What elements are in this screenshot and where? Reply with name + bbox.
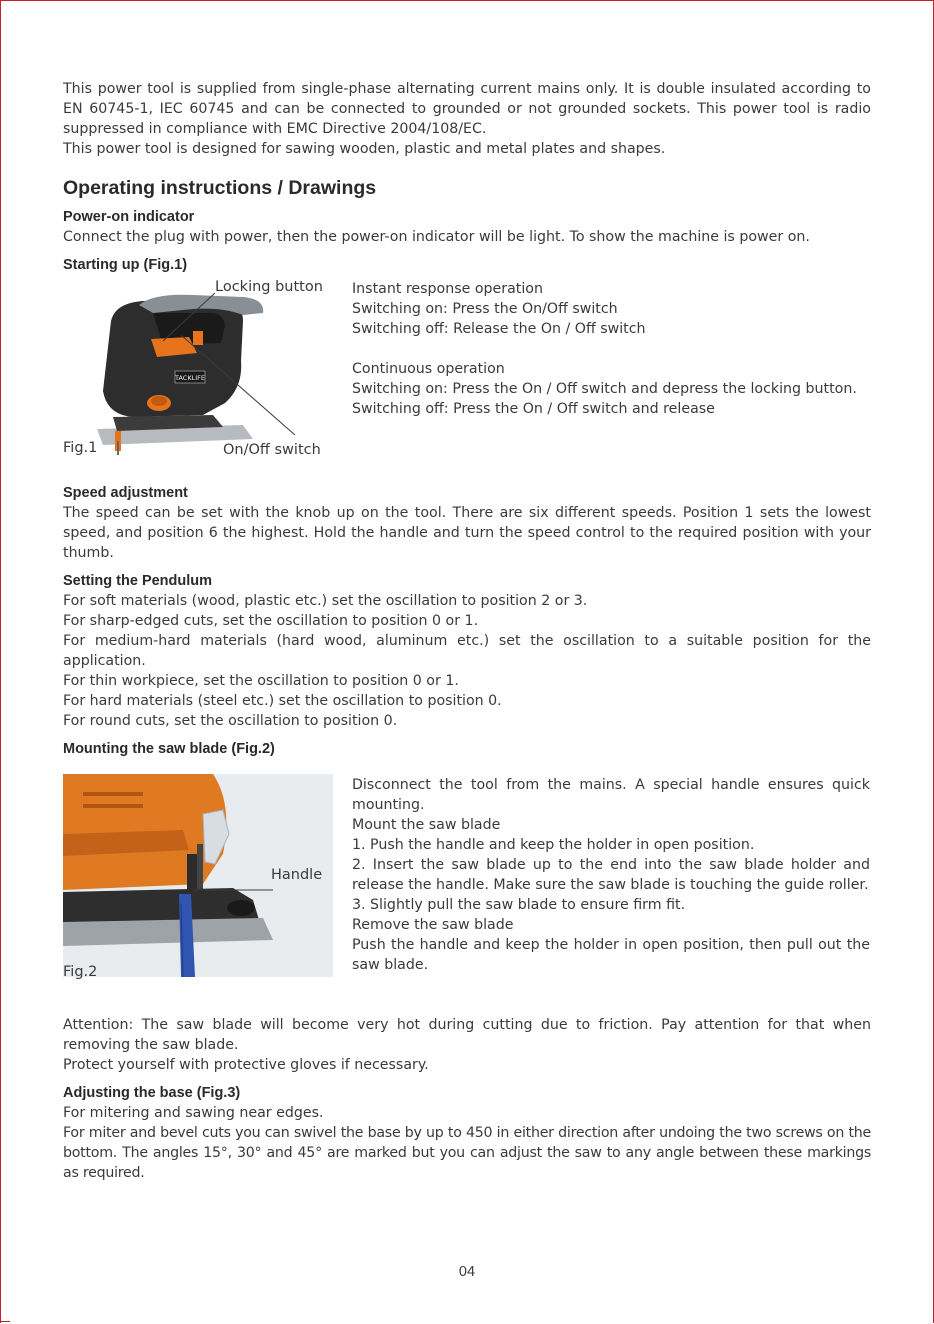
mounting-heading: Mounting the saw blade (Fig.2) bbox=[63, 741, 275, 757]
starting-up-heading: Starting up (Fig.1) bbox=[63, 257, 188, 273]
mounting-line: 1. Push the handle and keep the holder in open position. bbox=[352, 837, 755, 853]
instruction-line: Continuous operation bbox=[352, 361, 505, 377]
instruction-line: Switching off: Press the On / Off switch and release bbox=[352, 401, 715, 417]
attention-paragraph-1: Attention: The saw blade will become very hot during cutting due to friction. Pay attention for that when removing the saw blade. bbox=[63, 1017, 871, 1053]
fig1-row bbox=[63, 275, 871, 461]
intro-paragraph-1: This power tool is supplied from single-phase alternating current mains only. It is double insulated according to EN 60745-1, IEC 60745 and can be connected to grounded or not grounded sockets. This power tool is radio suppressed in compliance with EMC Directive 2004/108/EC. bbox=[63, 81, 871, 137]
fig2-instructions bbox=[352, 759, 870, 995]
mounting-line: Push the handle and keep the holder in open position, then pull out the saw blade. bbox=[352, 937, 870, 973]
base-paragraph-1: For mitering and sawing near edges. bbox=[63, 1105, 324, 1121]
blank-line bbox=[352, 339, 857, 359]
fig1-callout-lines bbox=[63, 275, 352, 461]
pendulum-line: For round cuts, set the oscillation to position 0. bbox=[63, 713, 398, 729]
pendulum-heading: Setting the Pendulum bbox=[63, 573, 213, 589]
section-title: Operating instructions / Drawings bbox=[63, 177, 377, 199]
pendulum-line: For hard materials (steel etc.) set the oscillation to position 0. bbox=[63, 693, 502, 709]
pendulum-line: For soft materials (wood, plastic etc.) set the oscillation to position 2 or 3. bbox=[63, 593, 588, 609]
base-paragraph-2: For miter and bevel cuts you can swivel the base by up to 450 in either direction after undoing the two screws on the bottom. The angles 15°, 30° and 45° are marked but you can adjust the saw to any angle between these markings as required. bbox=[63, 1125, 871, 1181]
intro-paragraph-2: This power tool is designed for sawing wooden, plastic and metal plates and shapes. bbox=[63, 141, 666, 157]
mounting-line: 2. Insert the saw blade up to the end into the saw blade holder and release the handle. Make sure the saw blade is touching the guide roller. bbox=[352, 857, 870, 893]
speed-text: The speed can be set with the knob up on the tool. There are six different speeds. Position 1 sets the lowest speed, and position 6 the highest. Hold the handle and turn the speed control to the required position with your thumb. bbox=[63, 505, 871, 561]
page-border-corner bbox=[0, 1321, 10, 1322]
page-content bbox=[63, 79, 871, 1183]
instruction-line: Instant response operation bbox=[352, 281, 543, 297]
mounting-line: Disconnect the tool from the mains. A special handle ensures quick mounting. bbox=[352, 777, 870, 813]
fig1-instructions bbox=[352, 275, 857, 461]
fig2-row bbox=[63, 759, 871, 995]
fig1-label: Fig.1 bbox=[63, 440, 98, 456]
pendulum-line: For medium-hard materials (hard wood, aluminum etc.) set the oscillation to a suitable position for the application. bbox=[63, 633, 871, 669]
page-number: 04 bbox=[458, 1264, 476, 1280]
mounting-line: 3. Slightly pull the saw blade to ensure firm fit. bbox=[352, 897, 686, 913]
power-on-heading: Power-on indicator bbox=[63, 209, 195, 225]
brand-label: TACKLIFE bbox=[175, 374, 205, 382]
instruction-line: Switching on: Press the On / Off switch and depress the locking button. bbox=[352, 381, 857, 397]
mounting-line: Remove the saw blade bbox=[352, 917, 514, 933]
speed-heading: Speed adjustment bbox=[63, 485, 188, 501]
base-heading: Adjusting the base (Fig.3) bbox=[63, 1085, 241, 1101]
mounting-line: Mount the saw blade bbox=[352, 817, 501, 833]
instruction-line: Switching on: Press the On/Off switch bbox=[352, 301, 618, 317]
pendulum-line: For sharp-edged cuts, set the oscillation to position 0 or 1. bbox=[63, 613, 479, 629]
attention-paragraph-2: Protect yourself with protective gloves if necessary. bbox=[63, 1057, 429, 1073]
power-on-text: Connect the plug with power, then the power-on indicator will be light. To show the machine is power on. bbox=[63, 229, 810, 245]
callout-locking-button: Locking button bbox=[215, 279, 323, 295]
callout-onoff-switch: On/Off switch bbox=[223, 442, 321, 458]
fig2-label: Fig.2 bbox=[63, 964, 98, 980]
callout-handle: Handle bbox=[271, 867, 323, 883]
instruction-line: Switching off: Release the On / Off switch bbox=[352, 321, 646, 337]
fig2-figure bbox=[63, 759, 352, 995]
pendulum-line: For thin workpiece, set the oscillation to position 0 or 1. bbox=[63, 673, 459, 689]
fig1-figure bbox=[63, 275, 352, 461]
